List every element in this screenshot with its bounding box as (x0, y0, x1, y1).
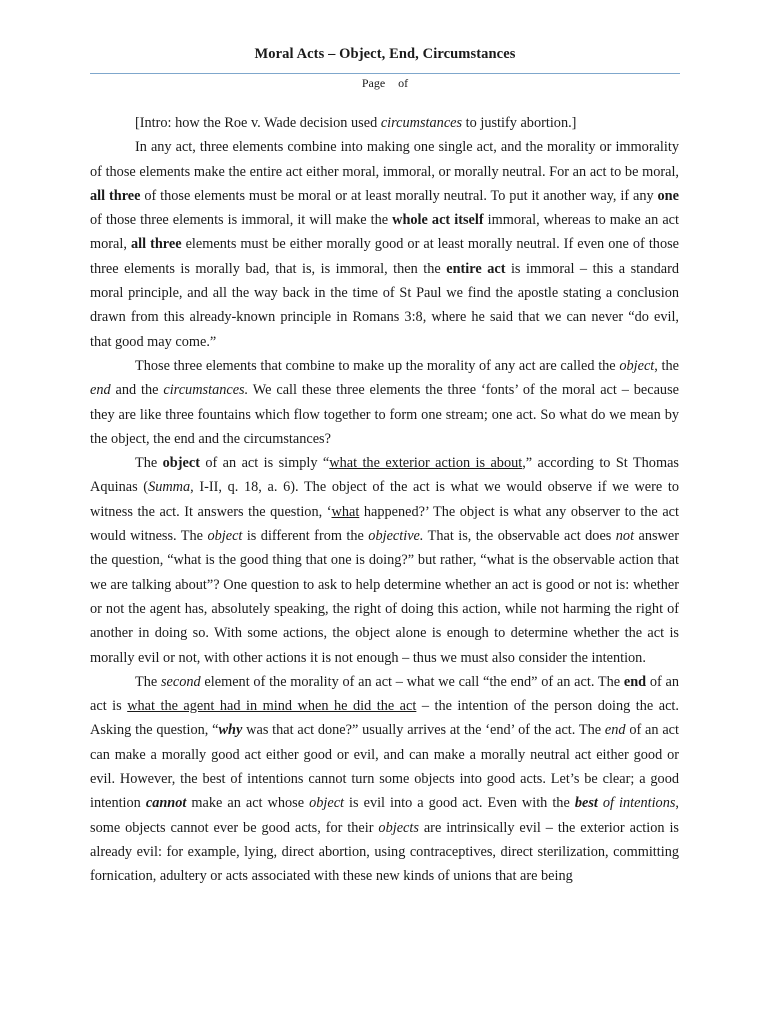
paragraph-intro (90, 111, 679, 135)
text-run: all three (90, 187, 141, 204)
text-run: end (604, 722, 626, 739)
text-run: why (218, 722, 243, 739)
text-run: not (615, 528, 635, 545)
text-run: one (657, 187, 679, 204)
text-run: That is, the observable act does (423, 528, 616, 545)
text-run: what (331, 503, 360, 520)
text-run: elements must be either morally good or at least morally neutral. If even one of those three elements is morally bad, that is, is immoral, then the (90, 236, 679, 277)
text-run: of those three elements is immoral, it will make the (90, 212, 393, 229)
text-run: happened?’ The object is what any observer to the act would witness. The (90, 503, 679, 545)
text-run: object (309, 795, 345, 812)
text-run: object (619, 357, 655, 374)
text-run: object (162, 455, 200, 472)
text-run: objects (378, 819, 419, 836)
text-run: of an act can make a morally good act either good or evil, and can make a morally neutral act either good or evil. However, the best of intentions cannot turn some objects into good acts. Let’s be clear; a good intention (90, 722, 679, 812)
text-run: of an act is (90, 673, 679, 715)
text-run: best (574, 795, 598, 812)
of-label: of (398, 76, 409, 90)
text-run: object (207, 528, 243, 545)
paragraph-end (90, 670, 679, 889)
text-run: The (135, 673, 161, 690)
text-run: circumstances (380, 115, 463, 131)
text-run: second (160, 673, 201, 690)
text-run: , the (654, 357, 679, 374)
text-run: entire act (446, 260, 506, 277)
text-run: what the agent had in mind when he did the act (127, 698, 417, 715)
text-run: Summa (148, 479, 191, 496)
text-run: and the (110, 382, 164, 399)
text-run: We call these three elements the three ‘fonts’ of the moral act – because they are like three fountains which flow together to form one stream; one act. So what do we mean by the object, the end and the circumstances? (90, 382, 679, 447)
text-run: is different from the (242, 528, 369, 545)
page-label: Page (361, 76, 386, 90)
text-run: end (623, 673, 647, 690)
text-run: was that act done?” usually arrives at the ‘end’ of the act. The (242, 722, 605, 739)
text-run: all three (130, 236, 182, 253)
text-run: In any act, three elements combine into making one single act, and the morality or immorality of those elements make the entire act either moral, immoral, or morally neutral. For an act to be moral, (90, 139, 679, 180)
text-run: is evil into a good act. Even with the (344, 795, 575, 812)
text-run: of intentions (602, 795, 676, 812)
text-run: make an act whose (186, 795, 310, 812)
text-run: The (135, 455, 163, 472)
document-header (90, 46, 680, 63)
text-run: , I-II, q. 18, a. 6). The object of the act is what we would observe if we were to witness the act. It answers the question, ‘ (90, 479, 679, 520)
text-run: are intrinsically evil – the exterior action is already evil: for example, lying, direct abortion, using contraceptives, direct sterilization, committing fornication, adultery or acts associated with these new kinds of unions that are being (90, 819, 679, 885)
text-run: element of the morality of an act – what we call “the end” of an act. The (200, 673, 624, 690)
text-run: answer the question, “what is the good thing that one is doing?” but rather, “what is the observable action that we are talking about”? One question to ask to help determine whether an act is good or not is: whether or not the agent has, absolutely speaking, the right of doing this action, while not harming the right of another in doing so. With some actions, the object alone is enough to determine whether the act is morally evil or not, with other actions it is not enough – thus we must also consider the intention. (90, 528, 679, 666)
header-rule (90, 73, 680, 74)
text-run: end (90, 382, 111, 399)
paragraph-three-elements (90, 135, 679, 354)
text-run: whole act itself (392, 212, 484, 229)
text-run: what the exterior action is about (329, 455, 523, 472)
text-run: Those three elements that combine to make up the morality of any act are called the (135, 357, 620, 374)
text-run: cannot (145, 795, 187, 812)
text-run: ,” according to St Thomas Aquinas ( (90, 455, 679, 496)
text-run: , some objects cannot ever be good acts, for their (90, 795, 679, 836)
text-run: – the intention of the person doing the act. Asking the question, “ (90, 698, 679, 739)
page-number-line (90, 76, 680, 91)
paragraph-object (90, 451, 679, 670)
text-run: [Intro: how the Roe v. Wade decision used (135, 115, 381, 131)
text-run: of an act is simply “ (199, 455, 330, 472)
document-title: Moral Acts – Object, End, Circumstances (254, 46, 516, 62)
text-run: of those elements must be moral or at least morally neutral. To put it another way, if any (140, 187, 658, 204)
document-body (90, 111, 679, 889)
text-run: is immoral – this a standard moral principle, and all the way back in the time of St Paul we find the apostle stating a conclusion drawn from this already-known principle in Romans 3:8, where he said that we can never “do evil, that good may come.” (90, 260, 680, 350)
text-run: to justify abortion.] (462, 115, 577, 131)
text-run: objective. (368, 528, 424, 545)
paragraph-fonts (90, 354, 679, 451)
text-run: immoral, whereas to make an act moral, (90, 212, 679, 253)
text-run: circumstances. (163, 382, 249, 399)
